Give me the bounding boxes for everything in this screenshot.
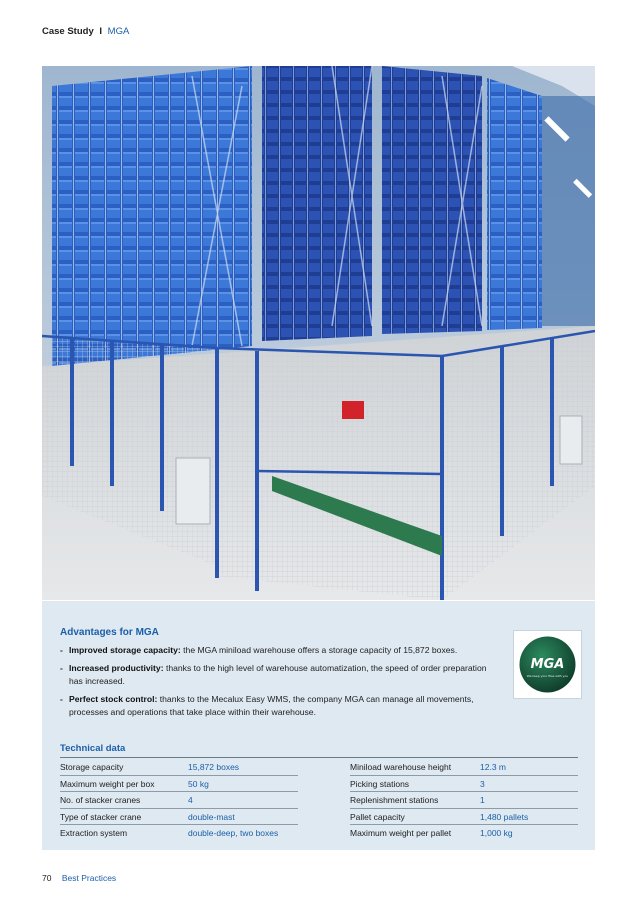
row-label: Type of stacker crane [60,811,142,822]
row-value: 1,000 kg [480,828,513,839]
table-row [350,776,578,793]
technical-title: Technical data [60,743,126,754]
table-row [350,825,578,841]
technical-table-left [60,759,298,841]
row-label: Storage capacity [60,762,124,772]
advantage-text: the MGA miniload warehouse offers a storage capacity of 15,872 boxes. [180,645,458,655]
footer-section: Best Practices [61,873,117,883]
header-separator: I [99,26,103,37]
row-value: 12.3 m [480,762,506,772]
page-number: 70 [42,873,52,883]
logo-text: MGA [530,657,565,672]
row-value: 1 [480,795,485,806]
row-label: Picking stations [350,778,410,789]
warehouse-photo [42,66,595,600]
technical-divider [60,757,578,758]
advantage-text: thanks to the high level of warehouse automatization, the speed of order preparation has increased. [69,662,487,686]
advantage-item: - Improved storage capacity: the MGA miniload warehouse offers a storage capacity of 15,872 boxes. [60,645,458,655]
row-value: 15,872 boxes [188,762,240,772]
table-row [350,759,578,776]
page-header [42,26,129,37]
table-row [350,792,578,809]
technical-table-right [350,759,578,841]
advantage-item: - Increased productivity: thanks to the high level of warehouse automatization, the speed of order preparation has increased. [60,662,487,686]
row-value: double-deep, two boxes [188,828,279,839]
row-label: Pallet capacity [350,811,405,822]
page-footer [42,873,116,883]
row-label: Miniload warehouse height [350,762,452,772]
advantage-bold: Perfect stock control: [69,693,158,704]
table-row [60,776,298,793]
advantage-text: thanks to the Mecalux Easy WMS, the company MGA can manage all movements, processes and operations that take place within their warehouse. [69,693,474,717]
row-value: 50 kg [188,778,209,789]
logo-tagline: We keep your files with you [526,674,569,678]
advantage-bold: Improved storage capacity: [69,645,181,655]
row-label: Replenishment stations [350,795,439,806]
row-label: Extraction system [60,828,128,839]
row-value: 4 [188,795,193,806]
advantages-list [60,644,500,724]
row-label: No. of stacker cranes [60,795,141,806]
mga-logo [513,630,582,699]
row-label: Maximum weight per box [60,778,155,789]
row-value: 3 [480,778,485,789]
header-section: Case Study [42,26,94,37]
table-row [60,809,298,826]
table-row [350,809,578,826]
info-panel [42,601,595,850]
table-row [60,792,298,809]
advantages-title: Advantages for MGA [60,627,159,638]
row-value: double-mast [188,811,235,822]
table-row [60,759,298,776]
advantage-item: - Perfect stock control: thanks to the Mecalux Easy WMS, the company MGA can manage all movements, processes and operations that take place within their warehouse. [60,693,474,717]
row-value: 1,480 pallets [480,811,529,822]
advantage-bold: Increased productivity: [69,662,164,673]
row-label: Maximum weight per pallet [350,828,452,839]
table-row [60,825,298,841]
header-company: MGA [107,26,130,37]
